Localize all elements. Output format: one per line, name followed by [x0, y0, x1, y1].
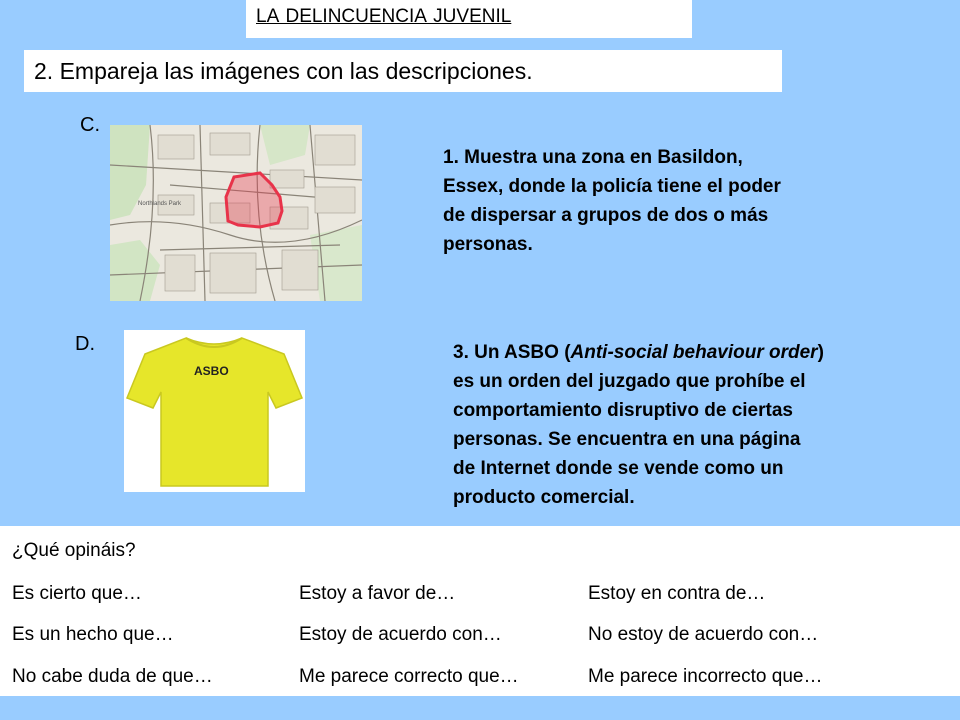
description-3-line: personas. Se encuentra en una página — [453, 429, 801, 450]
description-3-line: es un orden del juzgado que prohíbe el — [453, 371, 806, 392]
description-3-prefix: 3. Un ASBO ( — [453, 342, 571, 363]
description-3-line: comportamiento disruptivo de ciertas — [453, 400, 793, 421]
description-1 — [443, 143, 781, 259]
description-3-italic: Anti-social behaviour order — [570, 342, 818, 363]
description-1-line: de dispersar a grupos de dos o más — [443, 205, 769, 226]
opinion-phrase: No estoy de acuerdo con… — [588, 624, 819, 645]
item-letter-d: D. — [75, 333, 95, 355]
shirt-graphic — [124, 330, 305, 492]
title-box — [246, 0, 692, 38]
description-3-line: producto comercial. — [453, 487, 635, 508]
map-graphic — [110, 125, 362, 301]
item-letter-c: C. — [80, 114, 100, 136]
opinion-phrase: Estoy en contra de… — [588, 583, 766, 604]
description-1-line: personas. — [443, 234, 533, 255]
shirt-image — [124, 330, 305, 492]
opinion-phrase: Estoy de acuerdo con… — [299, 624, 502, 645]
shirt-text: ASBO — [194, 364, 229, 378]
description-3-line: de Internet donde se vende como un — [453, 458, 784, 479]
opinion-phrase: Estoy a favor de… — [299, 583, 456, 604]
opinion-panel — [0, 526, 960, 696]
opinion-question: ¿Qué opináis? — [12, 540, 136, 561]
task-box — [24, 50, 782, 92]
description-3-line — [453, 338, 824, 367]
task-instruction: 2. Empareja las imágenes con las descripciones. — [34, 58, 533, 84]
opinion-phrase: Es un hecho que… — [12, 624, 174, 645]
opinion-phrase: No cabe duda de que… — [12, 666, 213, 687]
opinion-phrase: Es cierto que… — [12, 583, 142, 604]
description-3-suffix: ) — [817, 342, 824, 363]
description-3 — [453, 338, 824, 512]
opinion-phrase: Me parece incorrecto que… — [588, 666, 823, 687]
description-1-line: 1. Muestra una zona en Basildon, — [443, 147, 743, 168]
description-1-line: Essex, donde la policía tiene el poder — [443, 176, 781, 197]
page-title: LA DELINCUENCIA JUVENIL — [256, 6, 512, 27]
opinion-phrase: Me parece correcto que… — [299, 666, 519, 687]
map-label: Northlands Park — [138, 201, 182, 207]
map-image — [110, 125, 362, 301]
